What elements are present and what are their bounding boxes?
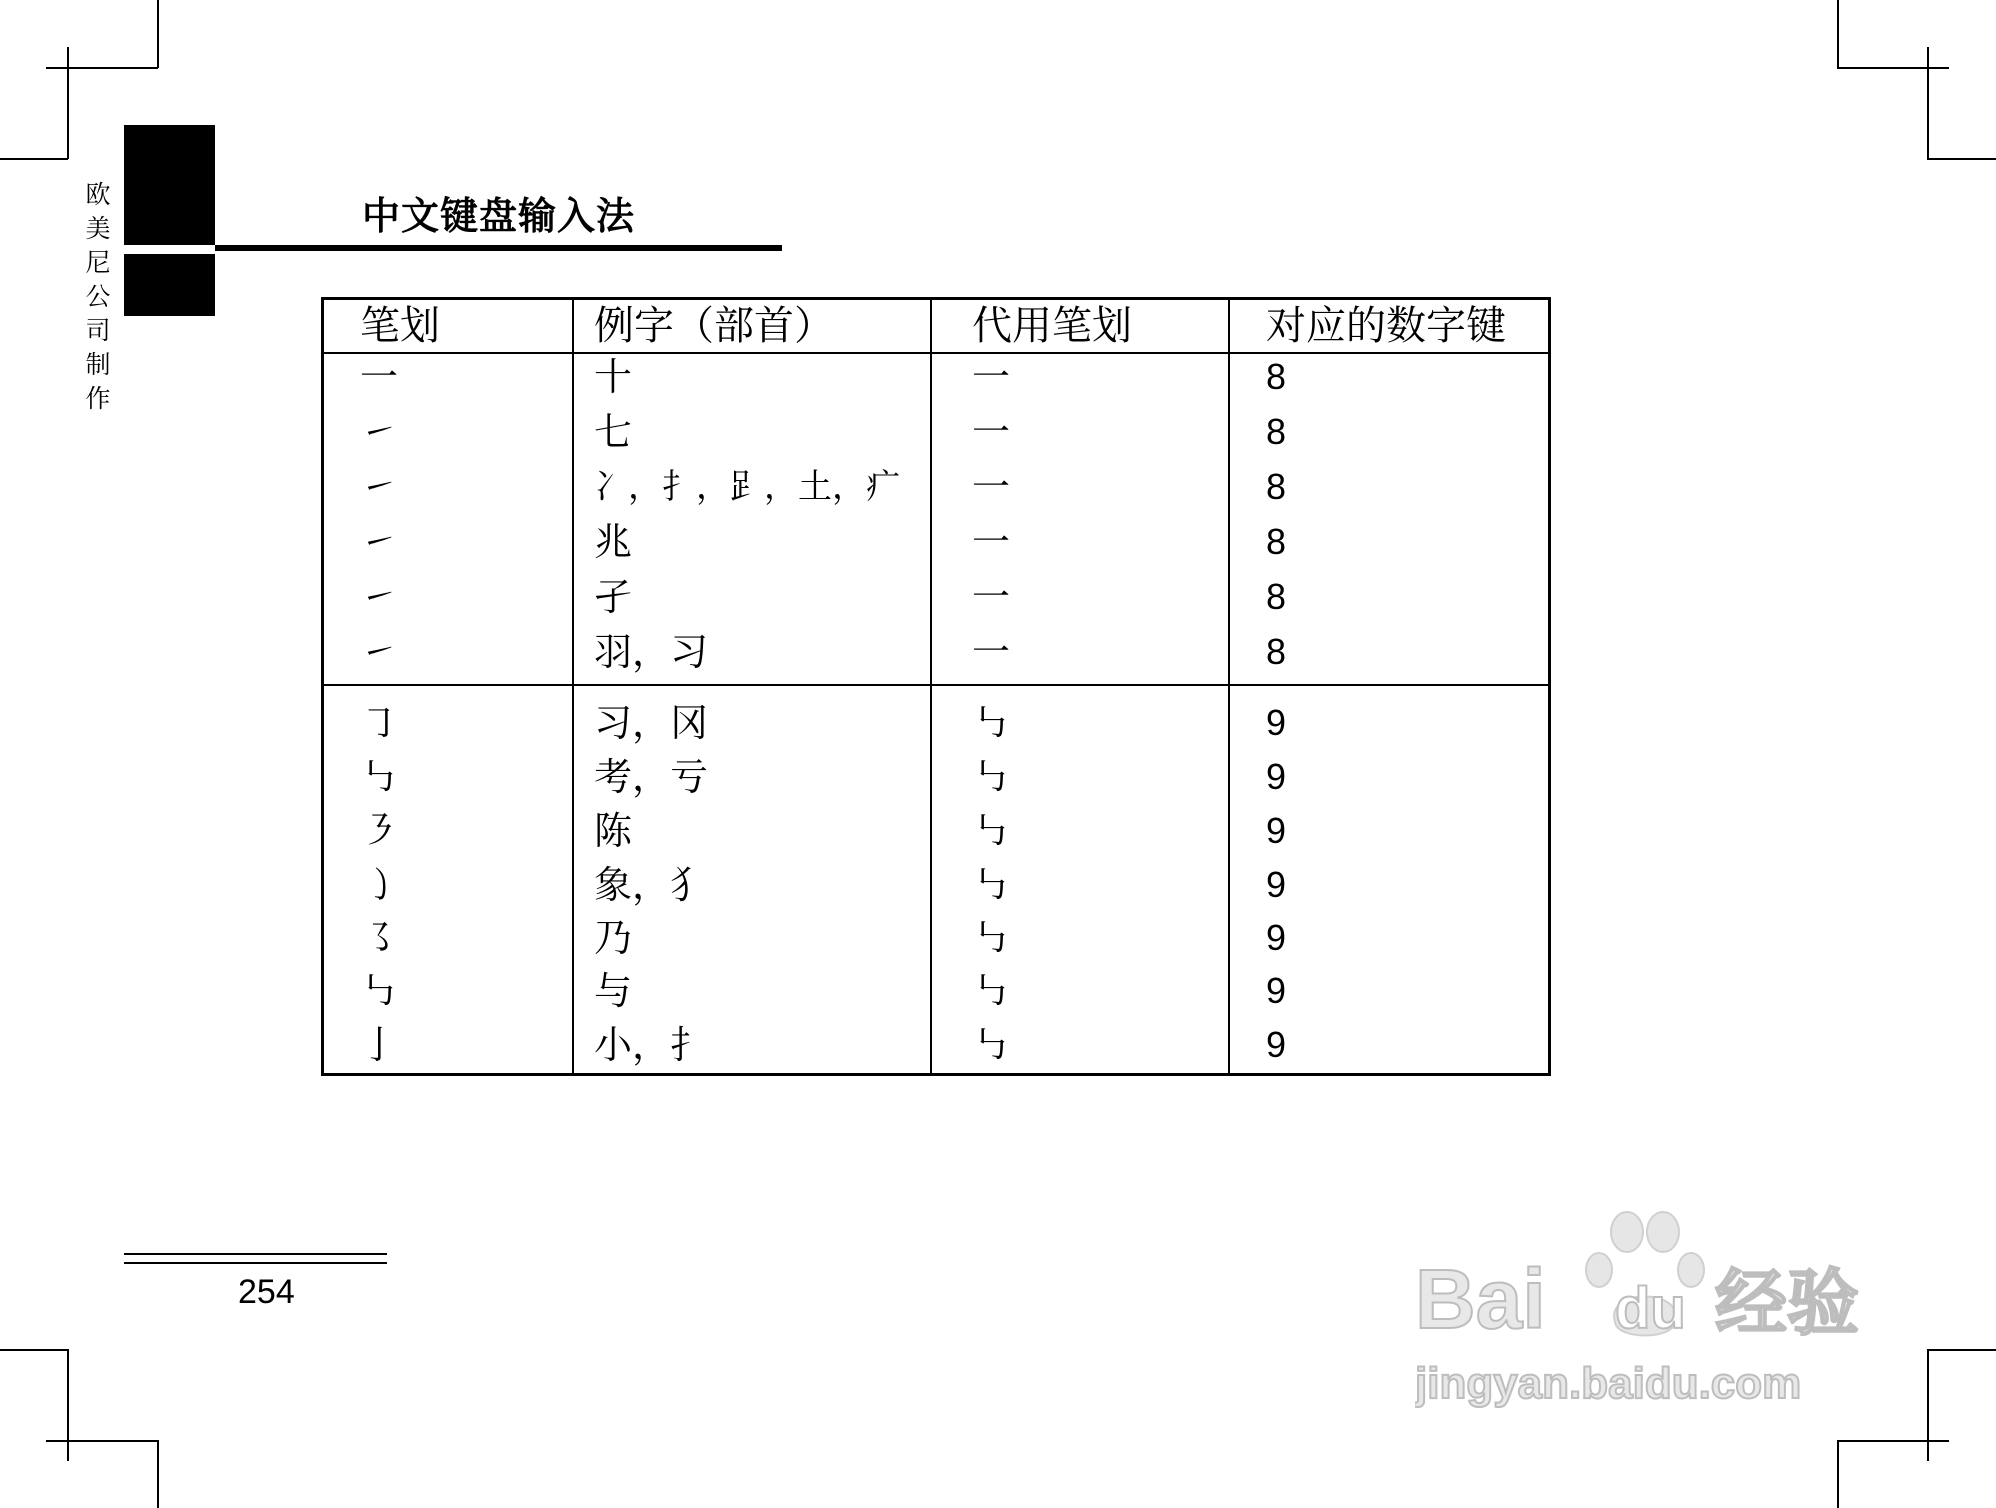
substitute-cell: 一 [972, 575, 1011, 619]
example-cell: 冫，扌，𧾷，土，疒 [594, 467, 900, 507]
stroke-cell: ㇁ [360, 863, 399, 907]
side-char: 美 [85, 214, 111, 243]
example-cell: 十 [594, 355, 633, 399]
stroke-cell: ㇋ [360, 809, 399, 853]
key-cell: 8 [1266, 631, 1287, 672]
example-cell: 乃 [594, 916, 633, 960]
footer-rule [124, 1253, 387, 1255]
column-divider [572, 300, 574, 1073]
key-cell: 9 [1266, 864, 1287, 905]
stroke-cell: ㇉ [360, 755, 399, 799]
header-example: 例字（部首） [594, 303, 834, 349]
page-title: 中文键盘输入法 [362, 194, 636, 238]
key-cell: 8 [1266, 521, 1287, 562]
header-key: 对应的数字键 [1266, 303, 1506, 349]
stroke-table [321, 297, 1551, 1076]
header-divider [324, 352, 1548, 354]
stroke-cell: ㇌ [360, 916, 399, 960]
stroke-cell: 亅 [360, 1023, 399, 1067]
side-publisher-label [83, 178, 113, 416]
key-cell: 9 [1266, 970, 1287, 1011]
side-char: 尼 [85, 248, 111, 277]
stroke-cell: ㇆ [360, 701, 399, 745]
example-cell: 象，犭 [594, 863, 709, 907]
key-cell: 9 [1266, 702, 1287, 743]
stroke-cell: 一 [360, 355, 399, 399]
substitute-cell: 一 [972, 355, 1011, 399]
example-cell: 七 [594, 410, 633, 454]
side-char: 作 [85, 384, 111, 413]
stroke-cell: ㇀ [360, 630, 399, 674]
substitute-cell: ㇉ [972, 863, 1011, 907]
side-char: 制 [85, 350, 111, 379]
substitute-cell: 一 [972, 630, 1011, 674]
key-cell: 8 [1266, 411, 1287, 452]
stroke-cell: ㇉ [360, 969, 399, 1013]
column-divider [930, 300, 932, 1073]
footer-rule [124, 1262, 387, 1264]
watermark-brand-tail: du [1615, 1276, 1686, 1341]
key-cell: 9 [1266, 1024, 1287, 1065]
example-cell: 考，亏 [594, 755, 709, 799]
watermark-brand: Bai [1415, 1252, 1546, 1346]
substitute-cell: ㇉ [972, 809, 1011, 853]
example-cell: 羽，习 [594, 630, 709, 674]
side-tab-marker [124, 254, 215, 316]
example-cell: 习，冈 [594, 701, 709, 745]
header-substitute: 代用笔划 [972, 303, 1132, 349]
side-char: 公 [85, 282, 111, 311]
substitute-cell: ㇉ [972, 755, 1011, 799]
watermark-product: 经验 [1715, 1261, 1860, 1345]
group-divider [324, 684, 1548, 686]
side-char: 欧 [85, 180, 111, 209]
example-cell: 兆 [594, 520, 633, 564]
key-cell: 9 [1266, 917, 1287, 958]
key-cell: 8 [1266, 466, 1287, 507]
header-stroke: 笔划 [360, 303, 440, 349]
key-cell: 8 [1266, 576, 1287, 617]
example-cell: 孑 [594, 575, 633, 619]
side-char: 司 [85, 316, 111, 345]
example-cell: 小，扌 [594, 1023, 709, 1067]
substitute-cell: 一 [972, 410, 1011, 454]
stroke-cell: ㇀ [360, 465, 399, 509]
watermark-url: jingyan.baidu.com [1415, 1359, 1802, 1408]
substitute-cell: 一 [972, 520, 1011, 564]
key-cell: 8 [1266, 356, 1287, 397]
side-tab-marker [124, 125, 215, 245]
stroke-cell: ㇀ [360, 520, 399, 564]
substitute-cell: ㇉ [972, 916, 1011, 960]
stroke-cell: ㇀ [360, 575, 399, 619]
example-cell: 陈 [594, 809, 633, 853]
substitute-cell: 一 [972, 465, 1011, 509]
baidu-jingyan-watermark [1415, 1210, 1885, 1435]
substitute-cell: ㇉ [972, 1023, 1011, 1067]
page-number: 254 [238, 1273, 295, 1311]
title-rule [215, 245, 782, 251]
substitute-cell: ㇉ [972, 701, 1011, 745]
key-cell: 9 [1266, 810, 1287, 851]
substitute-cell: ㇉ [972, 969, 1011, 1013]
stroke-cell: ㇀ [360, 410, 399, 454]
example-cell: 与 [594, 969, 633, 1013]
key-cell: 9 [1266, 756, 1287, 797]
column-divider [1228, 300, 1230, 1073]
